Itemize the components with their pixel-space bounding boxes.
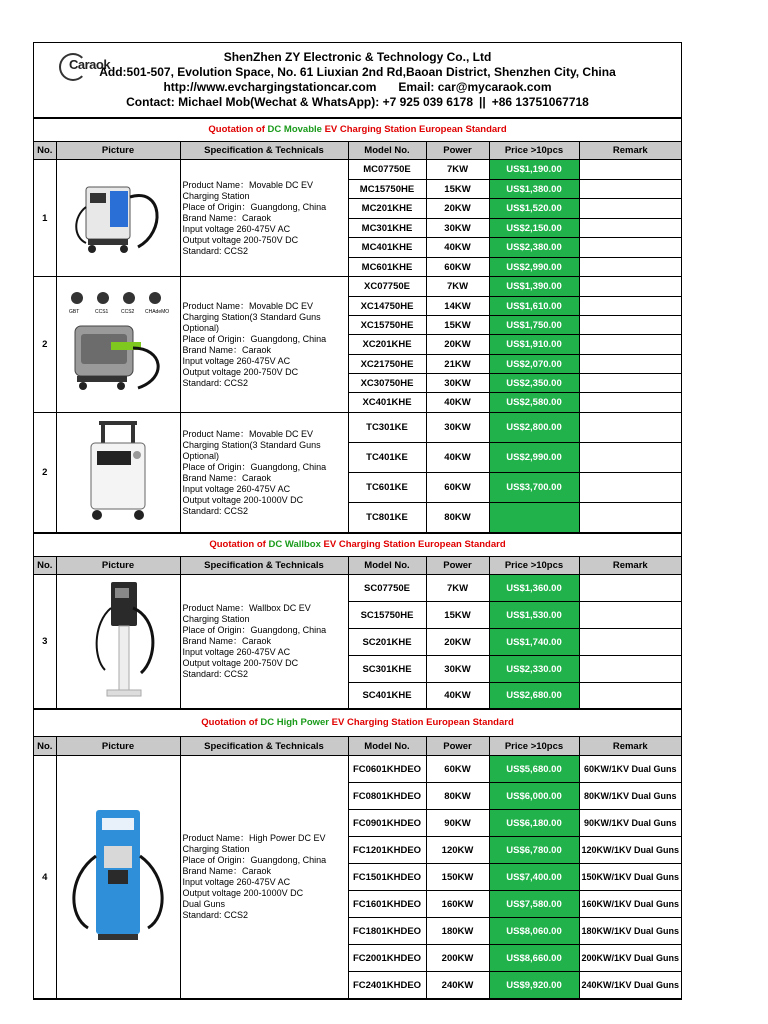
model-number: XC201KHE: [348, 335, 426, 355]
price-value: US$8,060.00: [489, 918, 579, 945]
price-value: US$2,990.00: [489, 258, 579, 277]
power-value: 15KW: [426, 180, 489, 199]
movable-charger-gray-icon: [63, 288, 173, 398]
col-header-spec: Specification & Technicals: [180, 737, 348, 756]
spec-line: Standard: CCS2: [182, 910, 249, 920]
remark-value: 240KW/1KV Dual Guns: [579, 972, 681, 999]
remark-value: [579, 656, 681, 683]
product-row: [34, 413, 681, 443]
power-value: 40KW: [426, 238, 489, 258]
group-number: 2: [34, 277, 56, 413]
price-value: US$2,150.00: [489, 219, 579, 238]
price-value: US$2,380.00: [489, 238, 579, 258]
model-number: XC07750E: [348, 277, 426, 297]
contact-text: Contact: Michael Mob(Wechat & WhatsApp): +7 925 039 6178: [126, 95, 474, 109]
power-value: 240KW: [426, 972, 489, 999]
power-value: 200KW: [426, 945, 489, 972]
spec-line: Dual Guns: [182, 899, 226, 909]
remark-value: [579, 277, 681, 297]
contact-phone2: +86 13751067718: [491, 95, 589, 109]
price-value: US$2,350.00: [489, 374, 579, 393]
company-email: Email: car@mycaraok.com: [398, 80, 552, 94]
power-value: 40KW: [426, 683, 489, 709]
model-number: FC0901KHDEO: [348, 810, 426, 837]
connector-label: CCS1: [95, 309, 109, 315]
spec-line: Output voltage 200-750V DC: [182, 234, 299, 245]
section-title-part1: Quotation of: [208, 124, 268, 135]
spec-line: Brand Name：Caraok: [182, 866, 272, 876]
remark-value: [579, 199, 681, 219]
power-value: 20KW: [426, 199, 489, 219]
power-value: 30KW: [426, 219, 489, 238]
power-value: 160KW: [426, 891, 489, 918]
remark-value: 150KW/1KV Dual Guns: [579, 864, 681, 891]
product-spec: [180, 277, 348, 413]
power-value: 60KW: [426, 473, 489, 503]
company-website: http://www.evchargingstationcar.com: [163, 80, 377, 94]
power-value: 40KW: [426, 443, 489, 473]
product-spec: [180, 413, 348, 533]
model-number: SC15750HE: [348, 602, 426, 629]
price-value: US$1,530.00: [489, 602, 579, 629]
quotation-section: [34, 118, 681, 533]
spec-line: Place of Origin：Guangdong, China: [182, 855, 327, 865]
spec-line: Output voltage 200-1000V DC: [182, 888, 304, 898]
model-number: XC14750HE: [348, 297, 426, 316]
spec-line: Product Name：Movable DC EV Charging Station(3 Standard Guns Optional): [182, 300, 321, 333]
contact-separator: ||: [479, 95, 486, 109]
section-title-part2: DC: [268, 539, 283, 550]
remark-value: [579, 473, 681, 503]
section-title-row: [34, 534, 681, 557]
power-value: 7KW: [426, 575, 489, 602]
price-value: US$2,070.00: [489, 355, 579, 374]
model-number: FC1201KHDEO: [348, 837, 426, 864]
quotation-section: [34, 533, 681, 709]
model-number: FC1601KHDEO: [348, 891, 426, 918]
price-value: US$1,190.00: [489, 160, 579, 180]
remark-value: [579, 683, 681, 709]
col-header-model: Model No.: [348, 557, 426, 575]
company-name: ShenZhen ZY Electronic & Technology Co., Ltd: [223, 50, 492, 64]
col-header-picture: Picture: [56, 737, 180, 756]
group-number: 1: [34, 160, 56, 277]
col-header-no: No.: [34, 737, 56, 756]
price-value: US$2,800.00: [489, 413, 579, 443]
spec-line: Brand Name：Caraok: [182, 636, 272, 646]
spec-line: Product Name：High Power DC EV Charging Station: [182, 833, 326, 854]
company-web-email: [34, 80, 681, 95]
model-number: TC801KE: [348, 503, 426, 533]
spec-line: Standard: CCS2: [182, 377, 249, 388]
connector-label: CHAdeMO: [145, 309, 170, 315]
price-value: US$2,990.00: [489, 443, 579, 473]
model-number: XC401KHE: [348, 393, 426, 413]
price-value: US$8,660.00: [489, 945, 579, 972]
col-header-no: No.: [34, 557, 56, 575]
col-header-no: No.: [34, 142, 56, 160]
model-number: FC0801KHDEO: [348, 783, 426, 810]
model-number: MC601KHE: [348, 258, 426, 277]
price-value: US$7,400.00: [489, 864, 579, 891]
price-value: US$5,680.00: [489, 756, 579, 783]
section-title-part4: EV Charging Station European Standard: [331, 717, 514, 728]
group-number: 4: [34, 756, 56, 999]
power-value: 60KW: [426, 258, 489, 277]
model-number: FC2001KHDEO: [348, 945, 426, 972]
model-number: MC07750E: [348, 160, 426, 180]
col-header-remark: Remark: [579, 737, 681, 756]
model-number: FC0601KHDEO: [348, 756, 426, 783]
remark-value: 60KW/1KV Dual Guns: [579, 756, 681, 783]
remark-value: 120KW/1KV Dual Guns: [579, 837, 681, 864]
col-header-remark: Remark: [579, 557, 681, 575]
price-value: US$1,360.00: [489, 575, 579, 602]
remark-value: 180KW/1KV Dual Guns: [579, 918, 681, 945]
remark-value: [579, 316, 681, 335]
product-picture: [56, 756, 180, 999]
spec-line: Input voltage 260-475V AC: [182, 355, 291, 366]
section-title-part3: Movable: [281, 124, 325, 135]
model-number: FC1801KHDEO: [348, 918, 426, 945]
power-value: 20KW: [426, 629, 489, 656]
price-value: US$6,000.00: [489, 783, 579, 810]
col-header-price: Price >10pcs: [489, 737, 579, 756]
power-value: 120KW: [426, 837, 489, 864]
company-contact: [34, 95, 681, 110]
model-number: SC07750E: [348, 575, 426, 602]
column-header-row: [34, 557, 681, 575]
connector-label: CCS2: [121, 309, 135, 315]
remark-value: [579, 297, 681, 316]
power-value: 30KW: [426, 374, 489, 393]
price-value: US$6,780.00: [489, 837, 579, 864]
quotation-section: [34, 709, 681, 999]
power-value: 80KW: [426, 783, 489, 810]
power-value: 90KW: [426, 810, 489, 837]
power-value: 7KW: [426, 277, 489, 297]
remark-value: [579, 238, 681, 258]
price-value: US$1,610.00: [489, 297, 579, 316]
remark-value: [579, 629, 681, 656]
col-header-price: Price >10pcs: [489, 142, 579, 160]
price-value: US$2,680.00: [489, 683, 579, 709]
power-value: 15KW: [426, 602, 489, 629]
product-row: [34, 277, 681, 297]
section-title-part4: EV Charging Station European Standard: [324, 124, 507, 135]
price-value: US$9,920.00: [489, 972, 579, 999]
col-header-power: Power: [426, 557, 489, 575]
remark-value: [579, 413, 681, 443]
spec-line: Brand Name：Caraok: [182, 212, 272, 223]
group-number: 3: [34, 575, 56, 709]
power-value: 180KW: [426, 918, 489, 945]
group-number: 2: [34, 413, 56, 533]
remark-value: [579, 355, 681, 374]
remark-value: [579, 503, 681, 533]
section-title-part3: Wallbox: [282, 539, 324, 550]
model-number: TC301KE: [348, 413, 426, 443]
price-value: US$3,700.00: [489, 473, 579, 503]
remark-value: 80KW/1KV Dual Guns: [579, 783, 681, 810]
model-number: MC301KHE: [348, 219, 426, 238]
price-value: US$1,380.00: [489, 180, 579, 199]
price-value: US$1,520.00: [489, 199, 579, 219]
spec-line: Input voltage 260-475V AC: [182, 647, 291, 657]
column-header-row: [34, 737, 681, 756]
product-spec: [180, 575, 348, 709]
remark-value: [579, 393, 681, 413]
model-number: TC401KE: [348, 443, 426, 473]
company-header: [34, 43, 681, 118]
section-title-row: [34, 119, 681, 142]
spec-line: Standard: CCS2: [182, 505, 249, 516]
model-number: XC21750HE: [348, 355, 426, 374]
spec-line: Place of Origin：Guangdong, China: [182, 461, 327, 472]
remark-value: [579, 258, 681, 277]
power-value: 21KW: [426, 355, 489, 374]
section-title-part1: Quotation of: [201, 717, 261, 728]
trolley-charger-white-icon: [73, 421, 163, 521]
product-picture: [56, 277, 180, 413]
spec-line: Input voltage 260-475V AC: [182, 223, 291, 234]
col-header-power: Power: [426, 142, 489, 160]
spec-line: Product Name：Wallbox DC EV Charging Station: [182, 603, 311, 624]
section-title: [34, 710, 681, 737]
model-number: SC401KHE: [348, 683, 426, 709]
section-title-part2: DC: [267, 124, 282, 135]
power-value: 60KW: [426, 756, 489, 783]
section-title-part3: High Power: [274, 717, 332, 728]
price-value: US$1,390.00: [489, 277, 579, 297]
col-header-model: Model No.: [348, 142, 426, 160]
spec-line: Brand Name：Caraok: [182, 344, 272, 355]
remark-value: [579, 180, 681, 199]
product-spec: [180, 160, 348, 277]
col-header-spec: Specification & Technicals: [180, 557, 348, 575]
power-value: 14KW: [426, 297, 489, 316]
spec-line: Product Name：Movable DC EV Charging Station: [182, 179, 314, 201]
model-number: MC401KHE: [348, 238, 426, 258]
spec-line: Standard: CCS2: [182, 245, 249, 256]
spec-line: Place of Origin：Guangdong, China: [182, 333, 327, 344]
col-header-spec: Specification & Technicals: [180, 142, 348, 160]
remark-value: [579, 602, 681, 629]
col-header-remark: Remark: [579, 142, 681, 160]
model-number: FC2401KHDEO: [348, 972, 426, 999]
spec-line: Standard: CCS2: [182, 669, 249, 679]
product-picture: [56, 160, 180, 277]
spec-line: Place of Origin：Guangdong, China: [182, 625, 327, 635]
remark-value: 160KW/1KV Dual Guns: [579, 891, 681, 918]
model-number: MC15750HE: [348, 180, 426, 199]
remark-value: 200KW/1KV Dual Guns: [579, 945, 681, 972]
wallbox-charger-icon: [73, 578, 163, 703]
price-value: US$2,330.00: [489, 656, 579, 683]
section-title: [34, 534, 681, 557]
logo-text: Caraok: [69, 57, 111, 72]
section-title-part4: EV Charging Station European Standard: [323, 539, 506, 550]
model-number: SC201KHE: [348, 629, 426, 656]
company-address: Add:501-507, Evolution Space, No. 61 Liuxian 2nd Rd,Baoan District, Shenzhen City, China: [99, 65, 616, 79]
remark-value: [579, 575, 681, 602]
power-value: 150KW: [426, 864, 489, 891]
model-number: SC301KHE: [348, 656, 426, 683]
section-title-row: [34, 710, 681, 737]
spec-line: Output voltage 200-750V DC: [182, 366, 299, 377]
col-header-price: Price >10pcs: [489, 557, 579, 575]
model-number: FC1501KHDEO: [348, 864, 426, 891]
price-value: US$6,180.00: [489, 810, 579, 837]
quotation-sheet: [33, 42, 682, 1000]
connector-label: GBT: [69, 309, 80, 315]
price-value: US$1,740.00: [489, 629, 579, 656]
model-number: XC30750HE: [348, 374, 426, 393]
power-value: 30KW: [426, 413, 489, 443]
power-value: 15KW: [426, 316, 489, 335]
remark-value: [579, 160, 681, 180]
price-value: US$1,910.00: [489, 335, 579, 355]
product-row: [34, 756, 681, 783]
price-value: US$2,580.00: [489, 393, 579, 413]
product-picture: [56, 413, 180, 533]
quotation-sections: [34, 118, 681, 999]
col-header-power: Power: [426, 737, 489, 756]
section-title: [34, 119, 681, 142]
section-title-part1: Quotation of: [209, 539, 269, 550]
remark-value: [579, 443, 681, 473]
spec-line: Input voltage 260-475V AC: [182, 877, 291, 887]
spec-line: Output voltage 200-1000V DC: [182, 494, 304, 505]
model-number: MC201KHE: [348, 199, 426, 219]
spec-line: Brand Name：Caraok: [182, 472, 272, 483]
power-value: 7KW: [426, 160, 489, 180]
power-value: 40KW: [426, 393, 489, 413]
remark-value: [579, 335, 681, 355]
remark-value: [579, 219, 681, 238]
power-value: 20KW: [426, 335, 489, 355]
price-value: US$1,750.00: [489, 316, 579, 335]
spec-line: Output voltage 200-750V DC: [182, 658, 299, 668]
col-header-picture: Picture: [56, 557, 180, 575]
high-power-charger-blue-icon: [58, 806, 178, 946]
remark-value: [579, 374, 681, 393]
spec-line: Place of Origin：Guangdong, China: [182, 201, 327, 212]
remark-value: 90KW/1KV Dual Guns: [579, 810, 681, 837]
movable-charger-blue-icon: [68, 177, 168, 257]
section-title-part2: DC: [260, 717, 275, 728]
power-value: 80KW: [426, 503, 489, 533]
spec-line: Input voltage 260-475V AC: [182, 483, 291, 494]
power-value: 30KW: [426, 656, 489, 683]
product-picture: [56, 575, 180, 709]
price-value: US$7,580.00: [489, 891, 579, 918]
spec-line: Product Name：Movable DC EV Charging Station(3 Standard Guns Optional): [182, 428, 321, 461]
price-value: [489, 503, 579, 533]
model-number: XC15750HE: [348, 316, 426, 335]
product-row: [34, 575, 681, 602]
product-spec: [180, 756, 348, 999]
model-number: TC601KE: [348, 473, 426, 503]
col-header-model: Model No.: [348, 737, 426, 756]
column-header-row: [34, 142, 681, 160]
col-header-picture: Picture: [56, 142, 180, 160]
product-row: [34, 160, 681, 180]
